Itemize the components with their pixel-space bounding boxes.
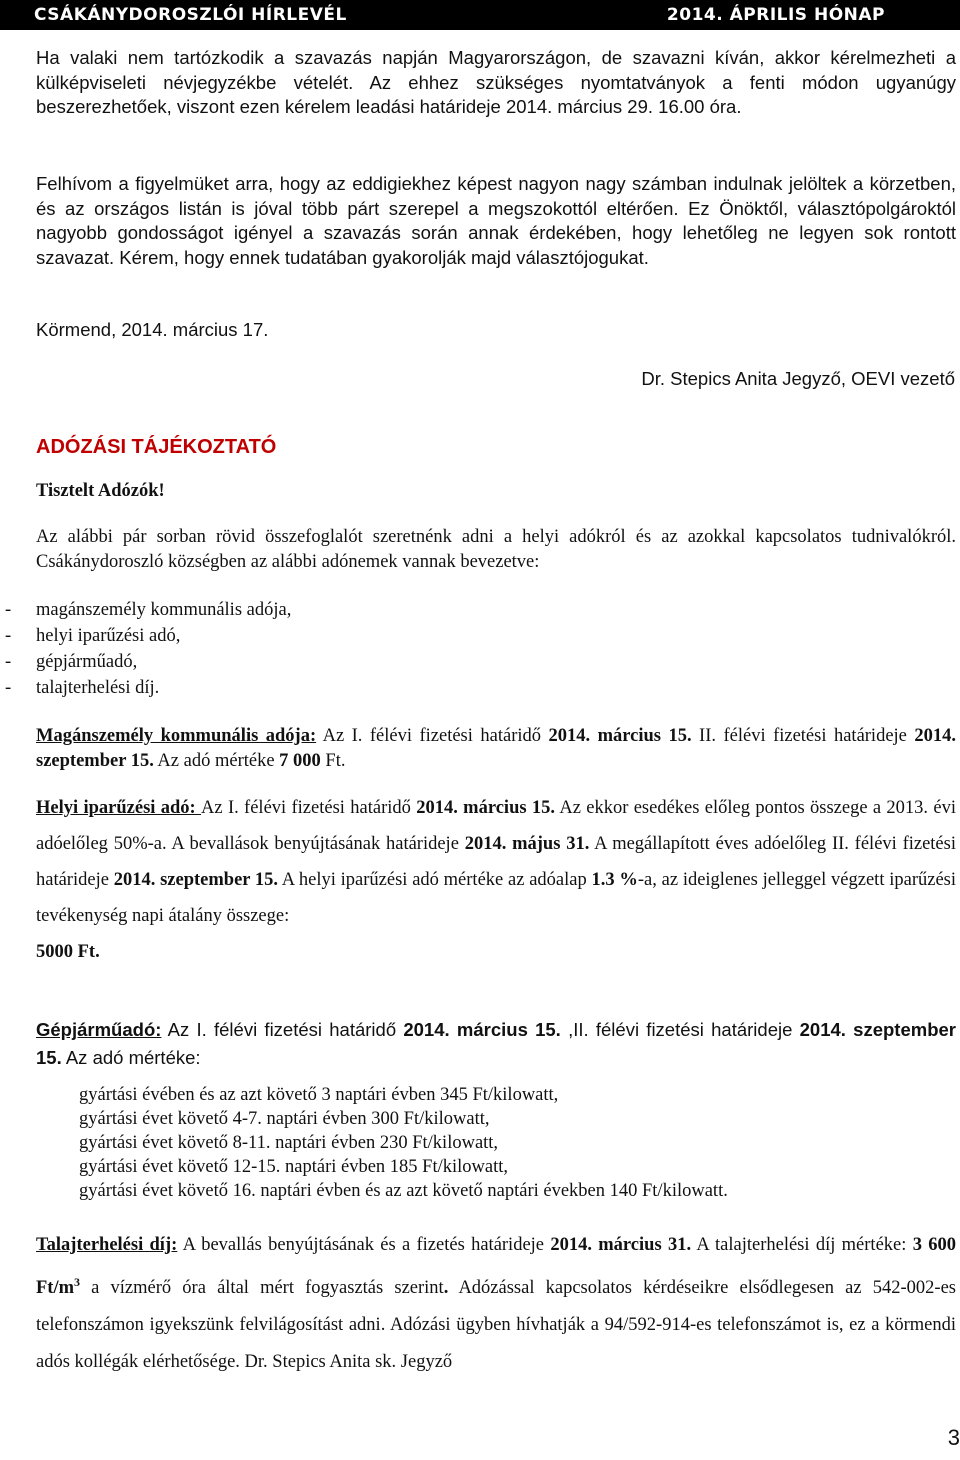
section-gepjarmu: Gépjárműadó: Az I. félévi fizetési határidő 2014. március 15. ,II. félévi fizetési határideje 2014. szeptember 15. Az adó mértéke:	[36, 1019, 956, 1068]
iparuzesi-heading: Helyi iparűzési adó:	[36, 798, 202, 818]
place-date: Körmend, 2014. március 17.	[36, 319, 269, 340]
section-talajterhelesi: Talajterhelési díj: A bevallás benyújtásának és a fizetés határideje 2014. március 31. A talajterhelési díj mértéke: 3 600 $Ft/m^3$ a vízmérő óra által mért fogyasztás szerint. Adózással kapcsolatos kérdéseikre elsődlegesen az 542-002-es telefonszámon igyekszünk felvilágosítást adni. Adózási ügyben hívhatják a 94/592-914-es telefonszámot is, ez a körmendi adós kollégák elérhetősége. Dr. Stepics Anita sk. Jegyző	[36, 1235, 956, 1373]
list-item: gyártási évet követő 4-7. naptári évben 300 Ft/kilowatt,	[79, 1109, 490, 1129]
page-number: 3	[947, 1425, 960, 1450]
list-item: gyártási évében és az azt követő 3 naptári évben 345 Ft/kilowatt,	[79, 1085, 559, 1105]
newsletter-title: CSÁKÁNYDOROSZLÓI HÍRLEVÉL	[34, 5, 347, 25]
tax-intro: Az alábbi pár sorban rövid összefoglalót szeretnénk adni a helyi adókról és az azokkal kapcsolatos tudnivalókról. Csákánydoroszló községben az alábbi adónemek vannak bevezetve:	[36, 527, 956, 572]
newsletter-header	[0, 0, 960, 30]
gepjarmu-heading: Gépjárműadó:	[36, 1019, 162, 1040]
list-item: gyártási évet követő 8-11. naptári évben 230 Ft/kilowatt,	[79, 1133, 499, 1153]
section-kommunalis: Magánszemély kommunális adója: Az I. félévi fizetési határidő 2014. március 15. II. félévi fizetési határideje 2014. szeptember 15. Az adó mértéke 7 000 Ft.	[36, 726, 956, 771]
paragraph-voting-notice: Felhívom a figyelmüket arra, hogy az eddigiekhez képest nagyon nagy számban indulnak jelöltek a körzetben, és az országos listán is jóval több párt szerepel a megszokottól eltérően. Ez Önöktől, választópolgároktól nagyobb gondosságot igényel a szavazás során annak érdekében, hogy lehetőleg ne legyen sok rontott szavazat. Kérem, hogy ennek tudatában gyakorolják majd választójogukat.	[36, 173, 956, 268]
vehicle-tax-rates	[79, 1083, 728, 1203]
signature-notary: Dr. Stepics Anita Jegyző, OEVI vezető	[641, 368, 955, 389]
tax-greeting: Tisztelt Adózók!	[36, 481, 165, 501]
section-iparuzesi: Helyi iparűzési adó: Az I. félévi fizetési határidő 2014. március 15. Az ekkor esedékes előleg pontos összege a 2013. évi adóelőleg 50%-a. A bevallások benyújtásának határideje 2014. május 31. A megállapított éves adóelőleg II. félévi fizetési határideje 2014. szeptember 15. A helyi iparűzési adó mértéke az adóalap 1.3 %-a, az ideiglenes jelleggel végzett iparűzési tevékenység napi átalány összege: 5000 Ft.	[36, 798, 956, 962]
paragraph-foreign-registration: Ha valaki nem tartózkodik a szavazás napján Magyarországon, de szavazni kíván, akkor kérelmezheti a külképviseleti névjegyzékbe vételét. Az ehhez szükséges nyomtatványok a fenti módon ugyanúgy beszerezhetőek, viszont ezen kérelem leadási határideje 2014. március 29. 16.00 óra.	[36, 47, 956, 117]
kommunalis-heading: Magánszemély kommunális adója:	[36, 726, 317, 746]
list-item: gyártási évet követő 12-15. naptári évben 185 Ft/kilowatt,	[79, 1157, 508, 1177]
list-item: gyártási évet követő 16. naptári évben és az azt követő naptári években 140 Ft/kilowatt.	[79, 1181, 728, 1201]
tax-section-title: ADÓZÁSI TÁJÉKOZTATÓ	[36, 436, 277, 458]
talajterhelesi-heading: Talajterhelési díj:	[36, 1235, 178, 1255]
issue-date: 2014. ÁPRILIS HÓNAP	[666, 5, 885, 25]
